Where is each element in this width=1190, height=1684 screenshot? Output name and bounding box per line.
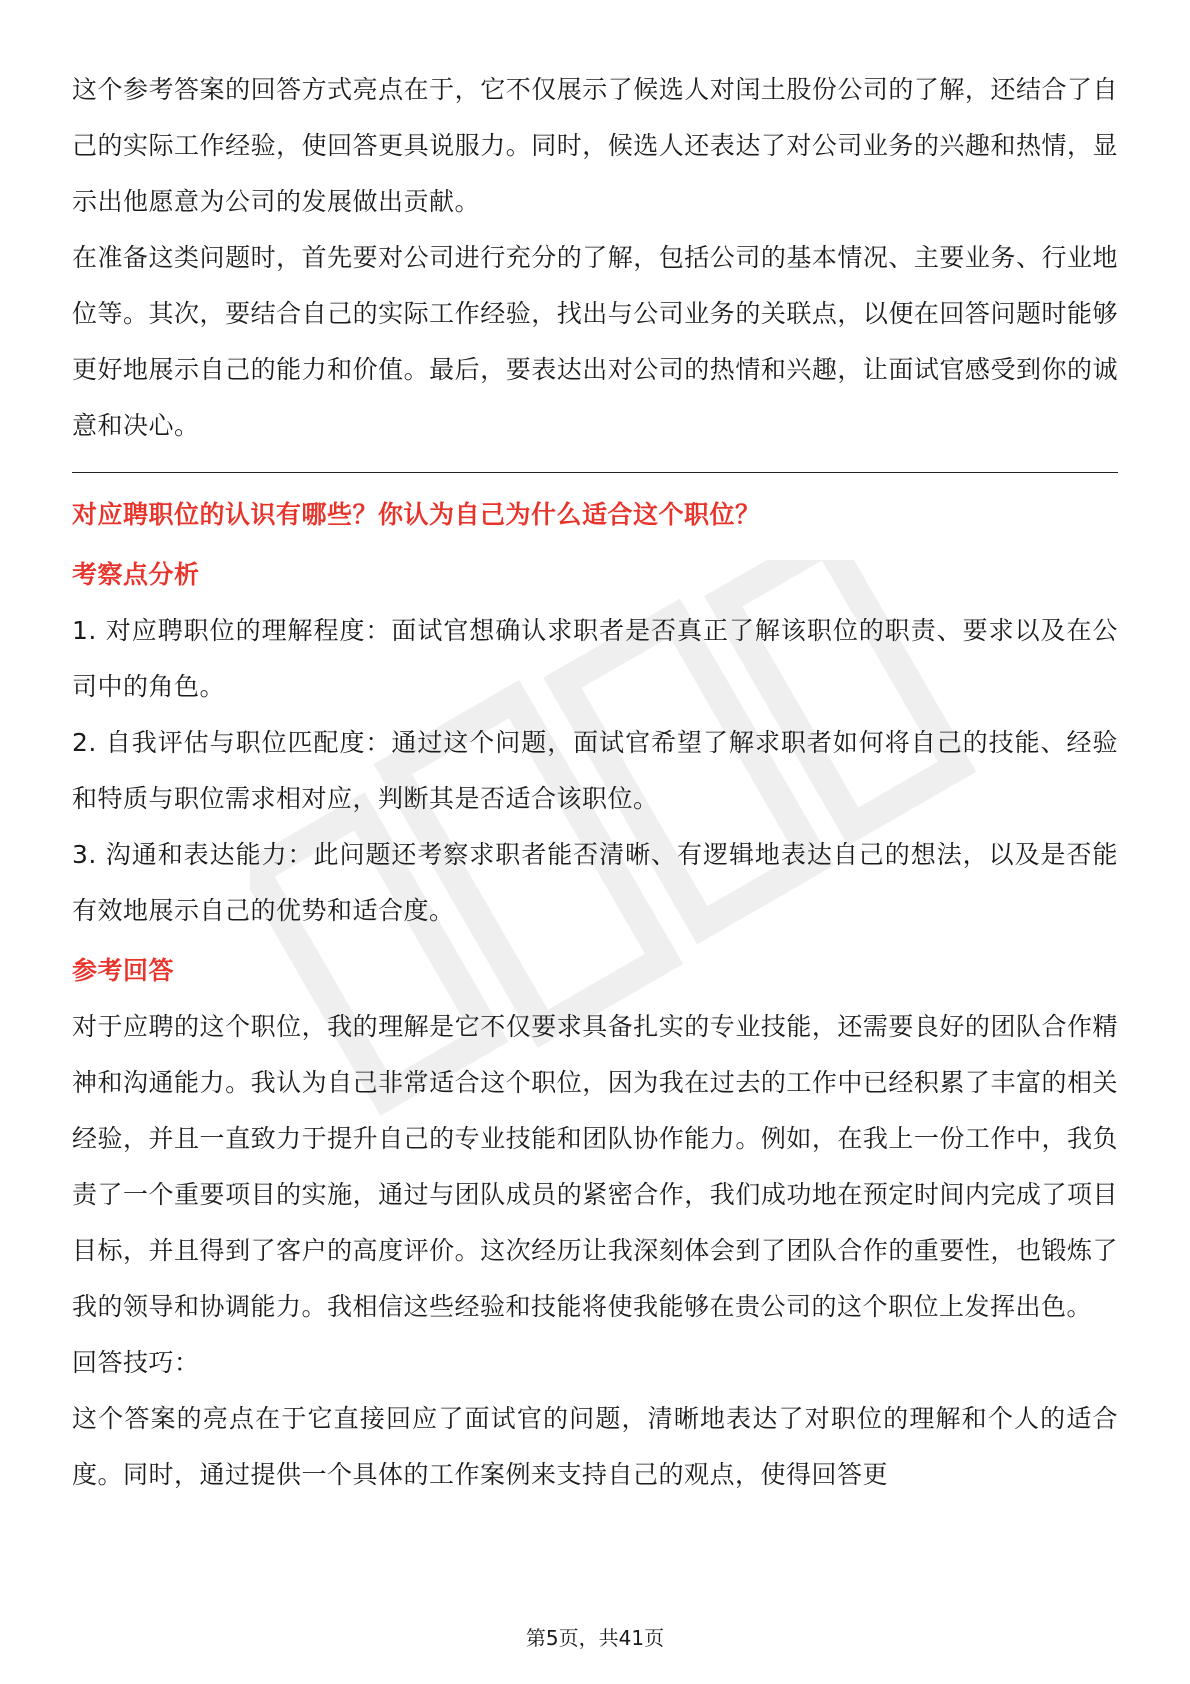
tips-text: 这个答案的亮点在于它直接回应了面试官的问题，清晰地表达了对职位的理解和个人的适合度。同时，通过提供一个具体的工作案例来支持自己的观点，使得回答更 bbox=[72, 1404, 1118, 1489]
intro-paragraph-1: 这个参考答案的回答方式亮点在于，它不仅展示了候选人对闰土股份公司的了解，还结合了自己的实际工作经验，使回答更具说服力。同时，候选人还表达了对公司业务的兴趣和热情，显示出他愿意为公司的发展做出贡献。 bbox=[72, 75, 1118, 216]
page-number: 第5页，共41页 bbox=[525, 1626, 665, 1650]
tips-label: 回答技巧： bbox=[72, 1348, 200, 1377]
reference-heading: 参考回答 bbox=[72, 956, 175, 985]
analysis-item-1: 1. 对应聘职位的理解程度：面试官想确认求职者是否真正了解该职位的职责、要求以及在公司中的角色。 bbox=[72, 616, 1118, 701]
intro-paragraph-2: 在准备这类问题时，首先要对公司进行充分的了解，包括公司的基本情况、主要业务、行业地位等。其次，要结合自己的实际工作经验，找出与公司业务的关联点，以便在回答问题时能够更好地展示自己的能力和价值。最后，要表达出对公司的热情和兴趣，让面试官感受到你的诚意和决心。 bbox=[72, 243, 1118, 440]
section-divider bbox=[72, 472, 1118, 473]
analysis-item-3: 3. 沟通和表达能力：此问题还考察求职者能否清晰、有逻辑地表达自己的想法，以及是否能有效地展示自己的优势和适合度。 bbox=[72, 840, 1118, 925]
question-heading: 对应聘职位的认识有哪些？你认为自己为什么适合这个职位？ bbox=[72, 500, 761, 529]
reference-answer: 对于应聘的这个职位，我的理解是它不仅要求具备扎实的专业技能，还需要良好的团队合作精神和沟通能力。我认为自己非常适合这个职位，因为我在过去的工作中已经积累了丰富的相关经验，并且一直致力于提升自己的专业技能和团队协作能力。例如，在我上一份工作中，我负责了一个重要项目的实施，通过与团队成员的紧密合作，我们成功地在预定时间内完成了项目目标，并且得到了客户的高度评价。这次经历让我深刻体会到了团队合作的重要性，也锻炼了我的领导和协调能力。我相信这些经验和技能将使我能够在贵公司的这个职位上发挥出色。 bbox=[72, 1012, 1118, 1321]
analysis-item-2: 2. 自我评估与职位匹配度：通过这个问题，面试官希望了解求职者如何将自己的技能、经验和特质与职位需求相对应，判断其是否适合该职位。 bbox=[72, 728, 1118, 813]
document-body bbox=[72, 62, 1118, 1503]
analysis-heading: 考察点分析 bbox=[72, 560, 200, 589]
